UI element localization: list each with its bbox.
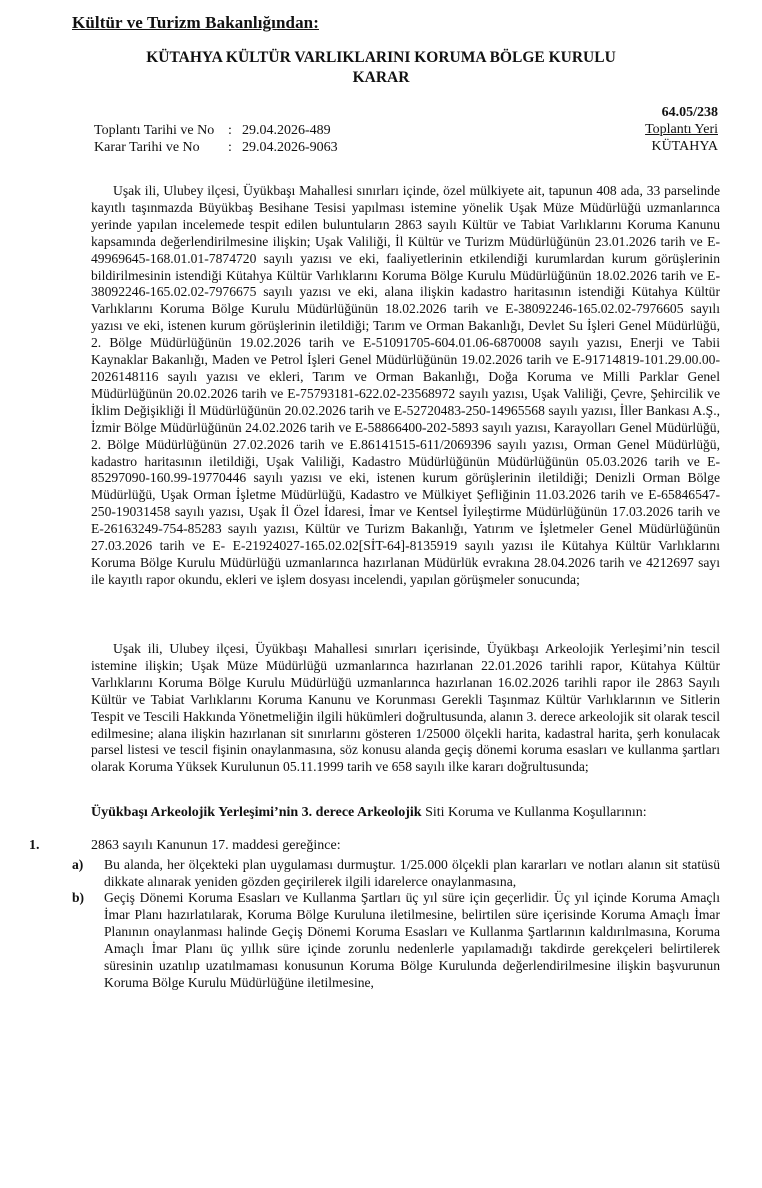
document-type-title: KARAR (352, 69, 410, 86)
decision-value: 29.04.2026-9063 (242, 140, 338, 155)
list-item-1-number: 1. (29, 838, 40, 853)
decision-row (94, 139, 338, 156)
list-item-1-text: 2863 sayılı Kanunun 17. maddesi gereğince: (91, 838, 341, 853)
meeting-meta (94, 122, 338, 156)
meeting-value: 29.04.2026-489 (242, 123, 331, 138)
meeting-place-label: Toplantı Yeri (645, 122, 718, 137)
meeting-place-value: KÜTAHYA (651, 139, 718, 154)
conditions-heading-bold: Üyükbaşı Arkeolojik Yerleşimi’nin 3. derece Arkeolojik (91, 805, 422, 820)
decision-separator: : (228, 140, 232, 155)
decision-number-box (645, 104, 718, 155)
list-item-1 (29, 838, 341, 854)
ministry-title: Kültür ve Turizm Bakanlığından: (72, 13, 319, 32)
decision-number: 64.05/238 (661, 105, 718, 120)
meeting-label: Toplantı Tarihi ve No (94, 123, 215, 138)
board-title: KÜTAHYA KÜLTÜR VARLIKLARINI KORUMA BÖLGE KURULU (146, 49, 616, 66)
sub-item-a (72, 857, 720, 891)
meeting-row (94, 122, 338, 139)
sub-item-b-text: Geçiş Dönemi Koruma Esasları ve Kullanma Şartları üç yıl süre için geçerlidir. Üç yıl içinde Koruma Amaçlı İmar Planı hazırlatılarak, Koruma Bölge Kuruluna iletilmesine, belirtilen süre içerisinde Koruma Amaçlı İmar Planının onaylanması halinde Geçiş Dönemi Koruma Esasları ve Kullanma Şartlarının kaldırılmasına, Koruma Amaçlı İmar Planı üç yıllık süre içinde zorunlu nedenlerle yapılamadığı takdirde gerekçeleri belirtilerek süresinin uzatılıp uzatılmaması konusunun Koruma Bölge Kurulunda değerlendirilmesine ilişkin başvurunun Koruma Bölge Kurulu Müdürlüğüne iletilmesine, (104, 890, 720, 990)
body-paragraph-2: Uşak ili, Ulubey ilçesi, Üyükbaşı Mahallesi sınırları içerisinde, Üyükbaşı Arkeolojik Yerleşimi’nin tescil istemine ilişkin; Uşak Müze Müdürlüğü uzmanlarınca hazırlanan 22.01.2026 tarihli rapor, Kütahya Kültür Varlıklarını Koruma Bölge Kurulu Müdürlüğü uzmanlarınca hazırlanan 16.02.2026 tarihli rapor ile 2863 Sayılı Kültür ve Tabiat Varlıklarını Koruma Kanunu ve Korunması Gerekli Taşınmaz Kültür Varlıklarının ve Sitlerin Tespit ve Tescili Hakkında Yönetmeliğin ilgili hükümleri doğrultusunda, alanın 3. derece arkeolojik sit olarak tescil edilmesine; alana ilişkin hazırlanan sit sınırlarını gösteren 1/25000 ölçekli harita, kadastral harita, şerh konulacak parsel listesi ve tescil fişinin onaylanmasına, söz konusu alanda geçiş dönemi koruma esasları ve kullanma şartları olarak Koruma Yüksek Kurulunun 05.11.1999 tarih ve 658 sayılı ilke kararı doğrultusunda; (91, 641, 720, 775)
conditions-heading-rest: Siti Koruma ve Kullanma Koşullarının: (421, 805, 647, 820)
conditions-heading (91, 805, 647, 821)
decision-label: Karar Tarihi ve No (94, 140, 200, 155)
meeting-separator: : (228, 123, 232, 138)
sub-item-b-letter: b) (72, 890, 85, 905)
body-paragraph-1: Uşak ili, Ulubey ilçesi, Üyükbaşı Mahallesi sınırları içinde, özel mülkiyete ait, tapunun 408 ada, 33 parselinde kayıtlı taşınmazda Büyükbaş Besihane Tesisi yapılması istemine yönelik Uşak Müze Müdürlüğü uzmanlarınca yerinde yapılan incelemede tespit edilen buluntuların 2863 sayılı Kültür ve Tabiat Varlıklarını Koruma Kanunu kapsamında değerlendirilmesine ilişkin; Uşak Valiliği, İl Kültür ve Turizm Müdürlüğünün 23.01.2026 tarih ve E-49969645-168.01.01-7874720 sayılı yazısı ve eki, faaliyetlerinin etkilendiği kurumlardan kurum görüşlerinin bildirilmesinin istendiği Kütahya Kültür Varlıklarını Koruma Bölge Kurulu Müdürlüğünün 18.02.2026 tarih ve E-38092246-165.02.02-7976675 sayılı yazısı ve eki, alana ilişkin kadastro haritasının istendiği Kütahya Kültür Varlıklarını Koruma Bölge Kurulu Müdürlüğünün 18.02.2026 tarih ve E-38092246-165.02.02-7976605 sayılı yazısı ve eki, istenen kurum görüşlerinin iletildiği; Tarım ve Orman Bakanlığı, Devlet Su İşleri Genel Müdürlüğü, 2. Bölge Müdürlüğünün 19.02.2026 tarih ve E-51091705-604.01.06-6870008 sayılı yazısı, Enerji ve Tabii Kaynaklar Bakanlığı, Maden ve Petrol İşleri Genel Müdürlüğünün 19.02.2026 tarih ve E-91714819-101.29.00.00-2026148116 sayılı yazısı ve ekleri, Tarım ve Orman Bakanlığı, Doğa Koruma ve Milli Parklar Genel Müdürlüğünün 20.02.2026 tarih ve E-75793181-622.02-23568972 sayılı yazısı, Uşak Valiliği, Çevre, Şehircilik ve İklim Değişikliği İl Müdürlüğünün 20.02.2026 tarih ve E-52720483-250-14965568 sayılı yazısı, İller Bankası A.Ş., İzmir Bölge Müdürlüğünün 24.02.2026 tarih ve E-58866400-202-5893 sayılı yazısı, Karayolları Genel Müdürlüğü, 2. Bölge Müdürlüğünün 27.02.2026 tarih ve E.86141515-611/2069396 sayılı yazısı, Orman Genel Müdürlüğü, kadastro haritasının iletildiği, Uşak Valiliği, Kadastro Müdürlüğünün Müdürlüğünün 05.03.2026 tarih ve E-85297090-160.99-19770446 sayılı yazısı ve eki, istenen kurum görüşlerinin iletildiği; Denizli Orman Bölge Müdürlüğü, Uşak Orman İşletme Müdürlüğü, Kadastro ve Mülkiyet Şefliğinin 11.03.2026 tarih ve E-65846547-250-19031458 sayılı yazısı, Uşak İl Özel İdaresi, İmar ve Kentsel İyileştirme Müdürlüğünün 17.03.2026 tarih ve E-26163249-754-85283 sayılı yazısı, Kültür ve Turizm Bakanlığı, Yatırım ve İşletmeler Genel Müdürlüğünün 27.03.2026 tarih ve E- E-21924027-165.02.02[SİT-64]-8135919 sayılı yazısı ile Kütahya Kültür Varlıklarını Koruma Bölge Kurulu Müdürlüğü uzmanlarınca hazırlanan Müdürlük evrakına 28.04.2026 tarih ve 4212697 sayı ile kayıtlı rapor okundu, ekleri ve işlem dosyası incelendi, yapılan görüşmeler sonucunda; (91, 183, 720, 587)
sub-item-b (72, 890, 720, 991)
sub-item-a-text: Bu alanda, her ölçekteki plan uygulaması durmuştur. 1/25.000 ölçekli plan kararları ve notları alanın sit statüsü dikkate alınarak yeniden gözden geçirilerek ilgili idarelerce onaylanmasına, (104, 857, 720, 889)
sub-item-a-letter: a) (72, 857, 84, 872)
